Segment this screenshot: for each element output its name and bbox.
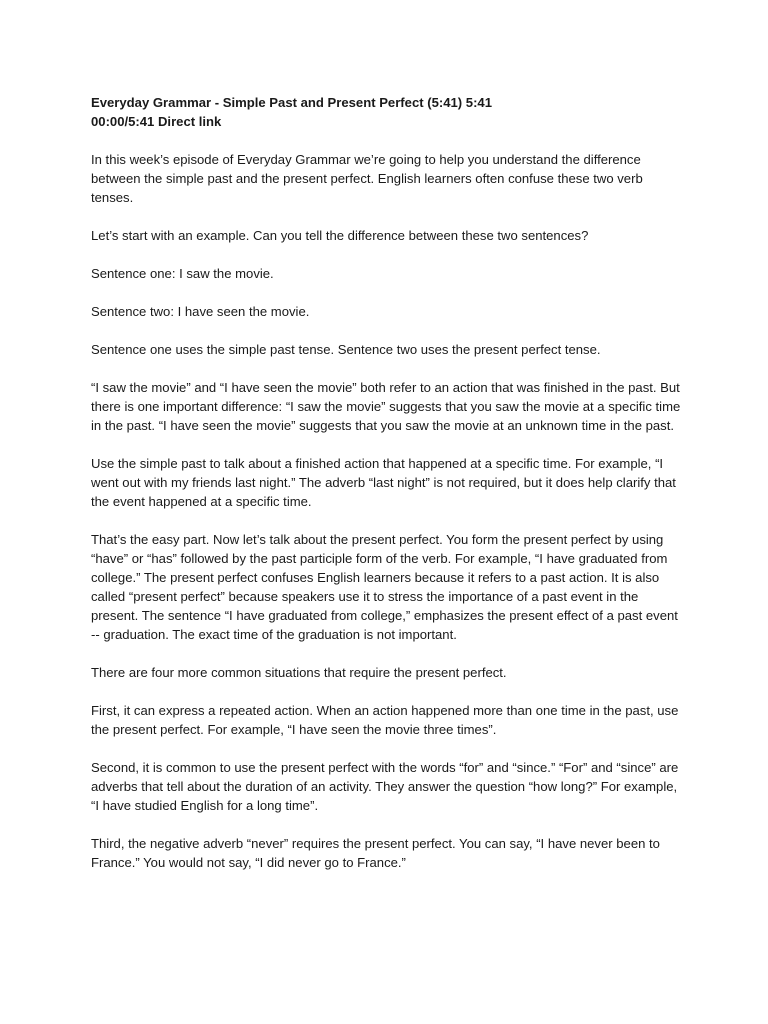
paragraph-difference: “I saw the movie” and “I have seen the movie” both refer to an action that was finished in the past. But there is one important difference: “I saw the movie” suggests that you saw the movie at a specific time in the past. “I have seen the movie” suggests that you saw the movie at an unknown time in the past.: [91, 380, 681, 433]
paragraph-tense-comparison: Sentence one uses the simple past tense. Sentence two uses the present perfect tense.: [91, 342, 601, 357]
paragraph-sentence-one: Sentence one: I saw the movie.: [91, 266, 274, 281]
document-title: Everyday Grammar - Simple Past and Present Perfect (5:41) 5:41: [91, 95, 492, 110]
paragraph-sentence-two: Sentence two: I have seen the movie.: [91, 304, 310, 319]
paragraph-present-perfect: That’s the easy part. Now let’s talk about the present perfect. You form the present perfect by using “have” or “has” followed by the past participle form of the verb. For example, “I have graduated from college.” The present perfect confuses English learners because it refers to a past action. It is also called “present perfect” because speakers use it to stress the importance of a past event in the present. The sentence “I have graduated from college,” emphasizes the present effect of a past event -- graduation. The exact time of the graduation is not important.: [91, 532, 678, 642]
media-info-line: 00:00/5:41 Direct link: [91, 114, 222, 129]
paragraph-third-situation: Third, the negative adverb “never” requires the present perfect. You can say, “I have never been to France.” You would not say, “I did never go to France.”: [91, 836, 660, 870]
paragraph-simple-past: Use the simple past to talk about a finished action that happened at a specific time. For example, “I went out with my friends last night.” The adverb “last night” is not required, but it does help clarify that the event happened at a specific time.: [91, 456, 676, 509]
paragraph-four-situations: There are four more common situations that require the present perfect.: [91, 665, 507, 680]
paragraph-example-question: Let’s start with an example. Can you tell the difference between these two sentences?: [91, 228, 589, 243]
paragraph-first-situation: First, it can express a repeated action. When an action happened more than one time in the past, use the present perfect. For example, “I have seen the movie three times”.: [91, 703, 679, 737]
document-body: [91, 93, 681, 872]
paragraph-intro: In this week’s episode of Everyday Grammar we’re going to help you understand the difference between the simple past and the present perfect. English learners often confuse these two verb tenses.: [91, 152, 643, 205]
paragraph-second-situation: Second, it is common to use the present perfect with the words “for” and “since.” “For” and “since” are adverbs that tell about the duration of an activity. They answer the question “how long?” For example, “I have studied English for a long time”.: [91, 760, 679, 813]
